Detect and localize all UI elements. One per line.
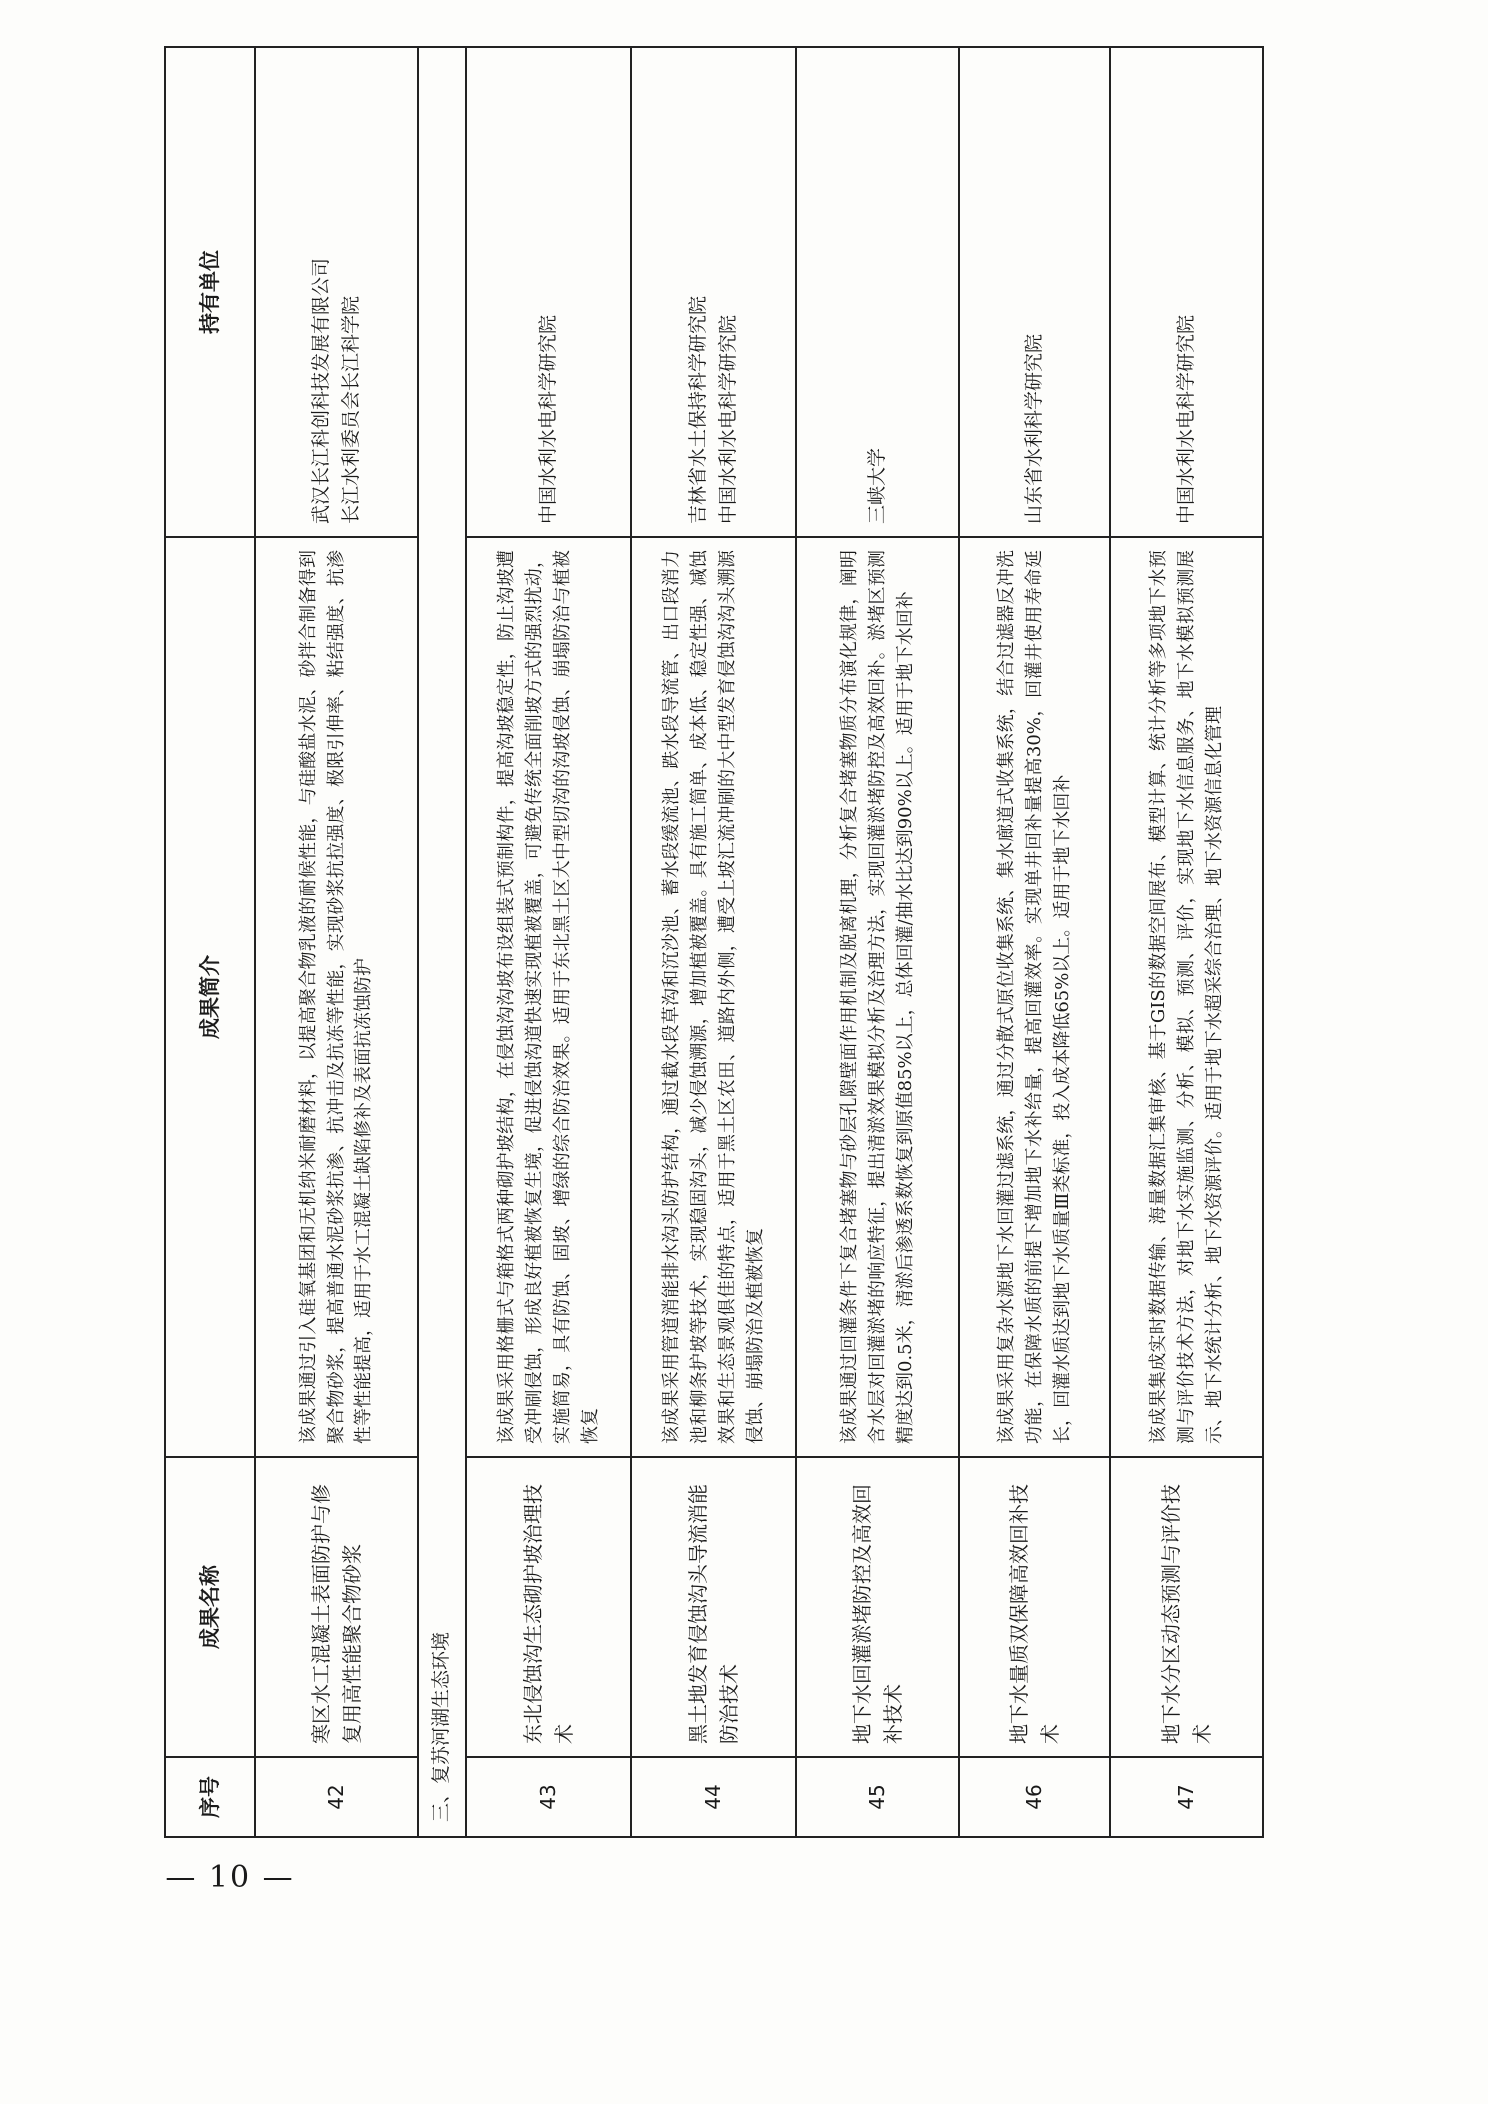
row-num: 47 bbox=[1110, 1757, 1263, 1837]
header-owner: 持有单位 bbox=[165, 47, 255, 537]
header-desc: 成果简介 bbox=[165, 537, 255, 1457]
row-owner: 武汉长江科创科技发展有限公司 长江水利委员会长江科学院 bbox=[255, 47, 418, 537]
table-header-row bbox=[165, 47, 255, 1837]
row-desc: 该成果集成实时数据传输、海量数据汇集审核、基于GIS的数据空间展布、模型计算、统计分析等多项地下水预测与评价技术方法，对地下水实施监测、分析、模拟、预测、评价，实现地下水信息服务、地下水模拟预测展示、地下水统计分析、地下水资源评价。适用于地下水超采综合治理、地下水资源信息化管理 bbox=[1110, 537, 1263, 1457]
row-name: 寒区水工混凝土表面防护与修复用高性能聚合物砂浆 bbox=[255, 1457, 418, 1757]
rotated-table-container bbox=[164, 48, 1264, 1838]
table-row bbox=[466, 47, 631, 1837]
row-name: 地下水分区动态预测与评价技术 bbox=[1110, 1457, 1263, 1757]
achievement-table bbox=[164, 46, 1264, 1838]
row-num: 43 bbox=[466, 1757, 631, 1837]
header-name: 成果名称 bbox=[165, 1457, 255, 1757]
section-title: 三、复苏河湖生态环境 bbox=[418, 47, 466, 1837]
row-owner: 山东省水利科学研究院 bbox=[959, 47, 1110, 537]
row-owner: 三峡大学 bbox=[796, 47, 959, 537]
row-desc: 该成果采用复杂水源地下水回灌过滤系统，通过分散式原位收集系统、集水廊道式收集系统，结合过滤器反冲洗功能，在保障水质的前提下增加地下水补给量，提高回灌效率。实现单井回补量提高30%，回灌井使用寿命延长，回灌水质达到地下水质量Ⅲ类标准，投入成本降低65%以上。适用于地下水回补 bbox=[959, 537, 1110, 1457]
table-row bbox=[1110, 47, 1263, 1837]
row-num: 46 bbox=[959, 1757, 1110, 1837]
table-row bbox=[796, 47, 959, 1837]
row-owner: 中国水利水电科学研究院 bbox=[466, 47, 631, 537]
header-num: 序号 bbox=[165, 1757, 255, 1837]
section-row bbox=[418, 47, 466, 1837]
row-owner: 吉林省水土保持科学研究院 中国水利水电科学研究院 bbox=[631, 47, 796, 537]
row-num: 42 bbox=[255, 1757, 418, 1837]
row-num: 45 bbox=[796, 1757, 959, 1837]
row-name: 地下水量质双保障高效回补技术 bbox=[959, 1457, 1110, 1757]
row-name: 东北侵蚀沟生态砌护坡治理技术 bbox=[466, 1457, 631, 1757]
row-name: 黑土地发育侵蚀沟头导流消能防治技术 bbox=[631, 1457, 796, 1757]
table-row bbox=[959, 47, 1110, 1837]
table-row bbox=[631, 47, 796, 1837]
row-owner: 中国水利水电科学研究院 bbox=[1110, 47, 1263, 537]
row-desc: 该成果通过引入硅氧基团和无机纳米耐磨材料，以提高聚合物乳液的耐候性能，与硅酸盐水泥、砂拌合制备得到聚合物砂浆，提高普通水泥砂浆抗渗、抗冲击及抗冻等性能，实现砂浆抗拉强度、极限引伸率、粘结强度、抗渗性等性能提高，适用于水工混凝土缺陷修补及表面抗冻蚀防护 bbox=[255, 537, 418, 1457]
row-desc: 该成果通过回灌条件下复合堵塞物与砂层孔隙壁面作用机制及脱离机理，分析复合堵塞物质分布演化规律，阐明含水层对回灌淤堵的响应特征，提出清淤效果模拟分析及治理方法，实现回灌淤堵防控及高效回补。淤堵区预测精度达到0.5米，清淤后渗透系数恢复到原值85%以上，总体回灌/抽水比达到90%以上。适用于地下水回补 bbox=[796, 537, 959, 1457]
row-name: 地下水回灌淤堵防控及高效回补技术 bbox=[796, 1457, 959, 1757]
table-row bbox=[255, 47, 418, 1837]
page-number: — 10 — bbox=[165, 1860, 295, 1895]
row-desc: 该成果采用管道消能排水沟头防护结构，通过截水段草沟和沉沙池、蓄水段缓流池、跌水段导流管、出口段消力池和柳条护坡等技术，实现稳固沟头，减少侵蚀溯源，增加植被覆盖。具有施工简单、成本低、稳定性强、减蚀效果和生态景观俱佳的特点，适用于黑土区农田、道路内外侧，遭受上坡汇流冲刷的大中型发育侵蚀沟沟头溯源侵蚀、崩塌防治及植被恢复 bbox=[631, 537, 796, 1457]
row-num: 44 bbox=[631, 1757, 796, 1837]
row-desc: 该成果采用格栅式与箱格式两种砌护坡结构，在侵蚀沟沟坡布设组装式预制构件，提高沟坡稳定性，防止沟坡遭受冲刷侵蚀，形成良好植被恢复生境，促进侵蚀沟道快速实现植被覆盖，可避免传统全面削坡方式的强烈扰动，实施简易，具有防蚀、固坡、增绿的综合防治效果。适用于东北黑土区大中型切沟的沟坡侵蚀、崩塌防治与植被恢复 bbox=[466, 537, 631, 1457]
